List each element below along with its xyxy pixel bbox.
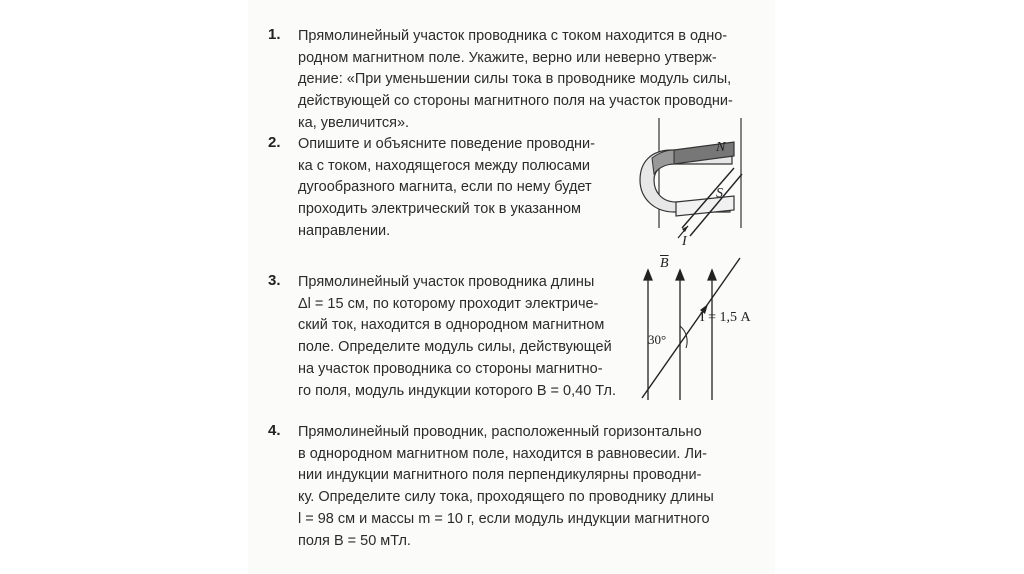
problem-text (298, 272, 616, 402)
magnetic-field-figure (636, 256, 746, 406)
text-line: дугообразного магнита, если по нему будет (298, 179, 592, 196)
text-line: Прямолинейный проводник, расположенный горизонтально (298, 424, 702, 440)
text-line: проходить электрический ток в указанном (298, 201, 582, 218)
text-line: l = 98 см и массы m = 10 г, если модуль индукции магнитного (298, 510, 710, 527)
north-pole-label: N (716, 140, 726, 155)
text-line: ский ток, находится в однородном магнитном (298, 317, 605, 334)
text-line: ка, увеличится». (298, 114, 410, 131)
current-label: I (682, 234, 687, 249)
text-line: го поля, модуль индукции которого B = 0,40 Тл. (298, 382, 617, 399)
text-line: на участок проводника со стороны магнитно- (298, 360, 603, 377)
text-line: поля B = 50 мТл. (298, 532, 411, 549)
problem-number: 4. (268, 422, 281, 439)
text-line: действующей со стороны магнитного поля на участок проводни- (298, 93, 733, 110)
text-line: ка с током, находящегося между полюсами (298, 157, 591, 174)
text-line: поле. Определите модуль силы, действующей (298, 339, 612, 356)
text-line: ку. Определите силу тока, проходящего по проводнику длины (298, 489, 714, 506)
current-value-label: I = 1,5 А (700, 310, 751, 325)
text-line: Прямолинейный участок проводника с током находится в одно- (298, 28, 728, 44)
angle-label: 30° (648, 332, 667, 347)
text-line: Δl = 15 см, по которому проходит электриче- (298, 295, 599, 312)
text-line: Прямолинейный участок проводника длины (298, 274, 595, 290)
problem-number: 3. (268, 272, 281, 289)
problem-number: 2. (268, 134, 281, 151)
text-line: в однородном магнитном поле, находится в равновесии. Ли- (298, 445, 707, 462)
text-line: Опишите и объясните поведение проводни- (298, 136, 595, 152)
problem-number: 1. (268, 26, 281, 43)
text-line: дение: «При уменьшении силы тока в проводнике модуль силы, (298, 71, 732, 88)
text-line: нии индукции магнитного поля перпендикулярны проводни- (298, 467, 702, 484)
south-pole-label: S (716, 186, 723, 201)
problem-text (298, 422, 714, 552)
problem-text (298, 134, 595, 243)
text-line: направлении. (298, 222, 391, 239)
text-line: родном магнитном поле. Укажите, верно или неверно утверж- (298, 49, 717, 66)
field-vector-label: $\overline{B}$ (660, 256, 669, 271)
horseshoe-magnet-figure (630, 118, 750, 248)
